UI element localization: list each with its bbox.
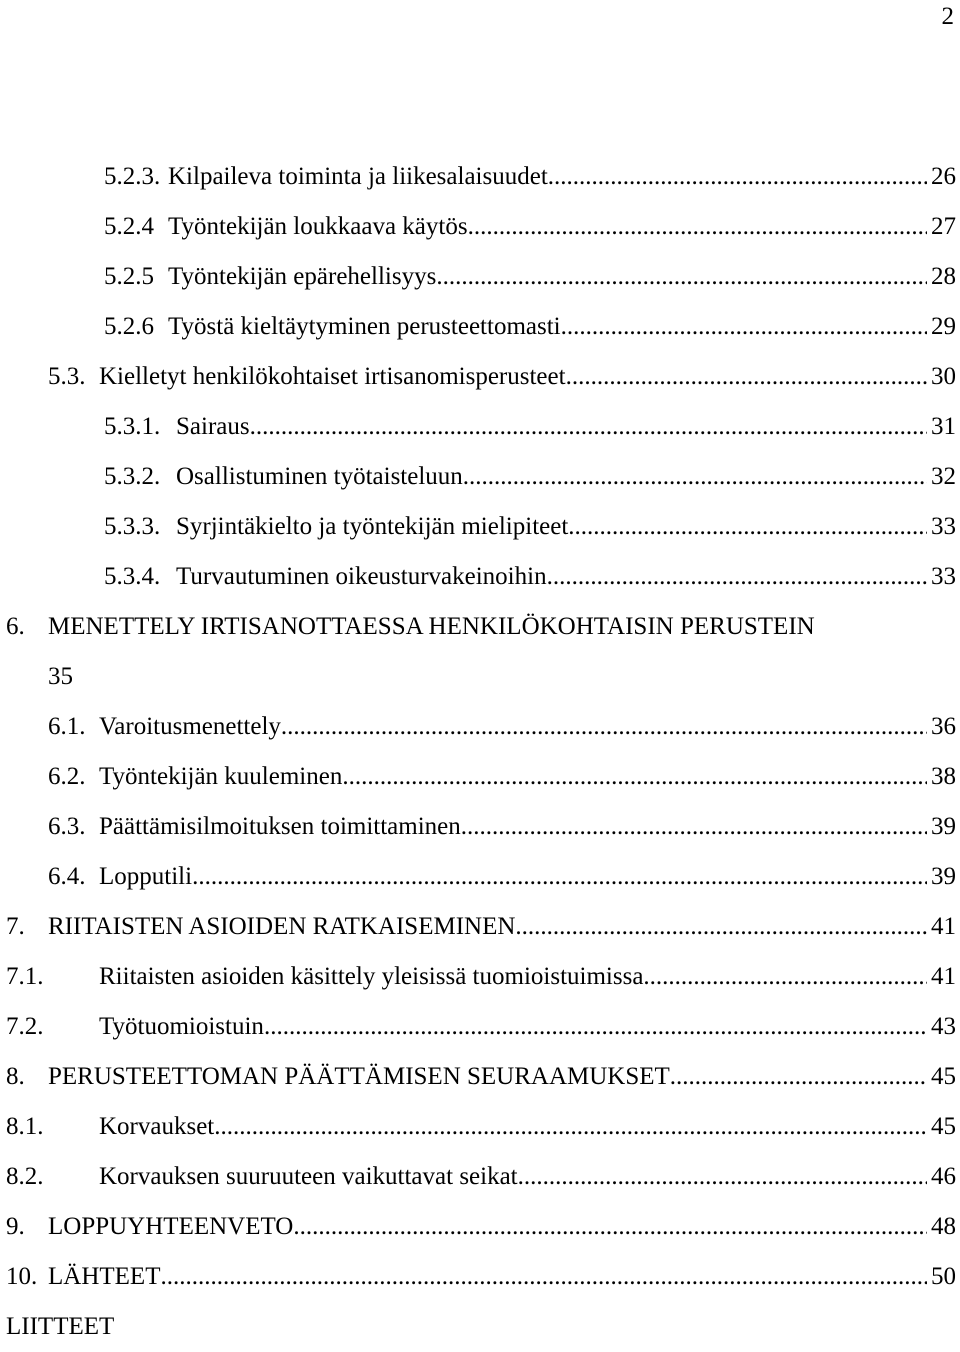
toc-entry[interactable] [0, 152, 960, 202]
toc-entry-number: 5.2.5 [104, 263, 154, 290]
dot-leader [518, 1152, 927, 1202]
toc-entry-title: LOPPUYHTEENVETO [48, 1213, 294, 1240]
toc-entry-title: Työntekijän epärehellisyys [168, 263, 437, 290]
toc-entry-title: Kielletyt henkilökohtaiset irtisanomisperusteet [99, 363, 566, 390]
toc-entry-page: 35 [48, 663, 73, 690]
toc-entry-title: Työtuomioistuin [99, 1013, 264, 1040]
toc-entry-page: 36 [931, 713, 956, 740]
toc-entry-page: 27 [931, 213, 956, 240]
dot-leader [214, 1102, 927, 1152]
toc-entry-page: 41 [931, 913, 956, 940]
toc-entry-number: 6.4. [48, 863, 86, 890]
toc-entry-number: 5.3.2. [104, 463, 161, 490]
toc-entry-title: Varoitusmenettely [99, 713, 281, 740]
toc-entry-number: 6. [6, 613, 25, 640]
toc-entry-number: 7.1. [6, 963, 44, 990]
toc-entry-number: 5.2.4 [104, 213, 154, 240]
toc-entry-page: 29 [931, 313, 956, 340]
toc-entry[interactable] [0, 852, 960, 902]
toc-entry-title: PERUSTEETTOMAN PÄÄTTÄMISEN SEURAAMUKSET [48, 1063, 670, 1090]
toc-entry-page: 26 [931, 163, 956, 190]
toc-entry-page: 33 [931, 563, 956, 590]
toc-chapter-heading[interactable] [0, 902, 960, 952]
toc-entry[interactable] [0, 252, 960, 302]
toc-entry-title: Syrjintäkielto ja työntekijän mielipiteet [176, 513, 569, 540]
toc-entry-title: RIITAISTEN ASIOIDEN RATKAISEMINEN [48, 913, 516, 940]
toc-chapter-heading[interactable] [0, 1202, 960, 1252]
toc-entry-number: 8.1. [6, 1113, 44, 1140]
toc-entry-number: 5.3.3. [104, 513, 161, 540]
toc-entry-number: 5.3. [48, 363, 86, 390]
toc-entry-page: 38 [931, 763, 956, 790]
dot-leader [342, 752, 927, 802]
dot-leader [264, 1002, 927, 1052]
toc-entry-number: 6.1. [48, 713, 86, 740]
dot-leader [436, 252, 927, 302]
table-of-contents [0, 152, 960, 1352]
toc-entry-title: Korvaukset [99, 1113, 215, 1140]
toc-entry-page: 33 [931, 513, 956, 540]
toc-entry-number: 6.3. [48, 813, 86, 840]
dot-leader [461, 802, 927, 852]
toc-appendix-title: LIITTEET [6, 1313, 115, 1340]
toc-entry-page: 31 [931, 413, 956, 440]
toc-entry[interactable] [0, 802, 960, 852]
toc-entry-title: Turvautuminen oikeusturvakeinoihin [176, 563, 547, 590]
dot-leader [463, 452, 927, 502]
toc-entry[interactable] [0, 452, 960, 502]
toc-entry-number: 10. [6, 1263, 38, 1290]
toc-entry[interactable] [0, 352, 960, 402]
toc-entry-title: LÄHTEET [48, 1263, 161, 1290]
toc-entry-number: 9. [6, 1213, 25, 1240]
toc-entry-page: 45 [931, 1113, 956, 1140]
toc-entry-page: 46 [931, 1163, 956, 1190]
toc-chapter-heading[interactable] [0, 1252, 960, 1302]
toc-entry[interactable] [0, 402, 960, 452]
toc-entry-title: MENETTELY IRTISANOTTAESSA HENKILÖKOHTAISIN PERUSTEIN [48, 613, 815, 640]
dot-leader [670, 1052, 927, 1102]
toc-entry[interactable] [0, 502, 960, 552]
dot-leader [160, 1252, 927, 1302]
toc-entry-page: 28 [931, 263, 956, 290]
toc-entry-page: 41 [931, 963, 956, 990]
toc-entry-number: 5.2.3. [104, 163, 161, 190]
toc-entry-number: 5.2.6 [104, 313, 154, 340]
toc-entry-number: 5.3.1. [104, 413, 161, 440]
dot-leader [548, 152, 927, 202]
toc-entry-page: 48 [931, 1213, 956, 1240]
dot-leader [515, 902, 927, 952]
toc-entry-title: Työntekijän kuuleminen [99, 763, 343, 790]
toc-entry-number: 5.3.4. [104, 563, 161, 590]
toc-chapter-heading[interactable] [0, 1052, 960, 1102]
toc-entry-number: 7. [6, 913, 25, 940]
dot-leader [250, 402, 927, 452]
dot-leader [468, 202, 927, 252]
toc-entry-page: 32 [931, 463, 956, 490]
toc-entry[interactable] [0, 202, 960, 252]
dot-leader [547, 552, 927, 602]
toc-entry-title: Työstä kieltäytyminen perusteettomasti [168, 313, 561, 340]
toc-appendix-heading[interactable] [0, 1302, 960, 1352]
toc-entry-number: 8.2. [6, 1163, 44, 1190]
toc-entry-title: Osallistuminen työtaisteluun [176, 463, 463, 490]
toc-entry-title: Korvauksen suuruuteen vaikuttavat seikat [99, 1163, 518, 1190]
toc-entry[interactable] [0, 702, 960, 752]
toc-entry[interactable] [0, 752, 960, 802]
toc-entry[interactable] [0, 1102, 960, 1152]
page-number: 2 [941, 3, 954, 30]
toc-entry-title: Lopputili [99, 863, 193, 890]
dot-leader [293, 1202, 927, 1252]
toc-entry-title: Sairaus [176, 413, 250, 440]
toc-entry[interactable] [0, 552, 960, 602]
dot-leader [281, 702, 927, 752]
toc-entry-page: 30 [931, 363, 956, 390]
dot-leader [192, 852, 927, 902]
toc-entry-title: Päättämisilmoituksen toimittaminen [99, 813, 461, 840]
dot-leader [561, 302, 927, 352]
toc-entry-number: 7.2. [6, 1013, 44, 1040]
dot-leader [568, 502, 927, 552]
toc-entry-page: 50 [931, 1263, 956, 1290]
dot-leader [643, 952, 927, 1002]
toc-entry-page: 43 [931, 1013, 956, 1040]
toc-entry-title: Työntekijän loukkaava käytös [168, 213, 468, 240]
toc-entry[interactable] [0, 1152, 960, 1202]
toc-chapter-heading[interactable] [0, 602, 960, 652]
toc-entry-number: 6.2. [48, 763, 86, 790]
toc-entry-page: 39 [931, 863, 956, 890]
dot-leader [566, 352, 927, 402]
toc-entry-number: 8. [6, 1063, 25, 1090]
toc-entry[interactable] [0, 302, 960, 352]
toc-entry-page: 39 [931, 813, 956, 840]
toc-entry-title: Kilpaileva toiminta ja liikesalaisuudet [168, 163, 548, 190]
toc-entry[interactable] [0, 952, 960, 1002]
toc-entry[interactable] [0, 1002, 960, 1052]
toc-entry-page-wrapped [0, 652, 960, 702]
toc-entry-title: Riitaisten asioiden käsittely yleisissä tuomioistuimissa [99, 963, 644, 990]
toc-entry-page: 45 [931, 1063, 956, 1090]
